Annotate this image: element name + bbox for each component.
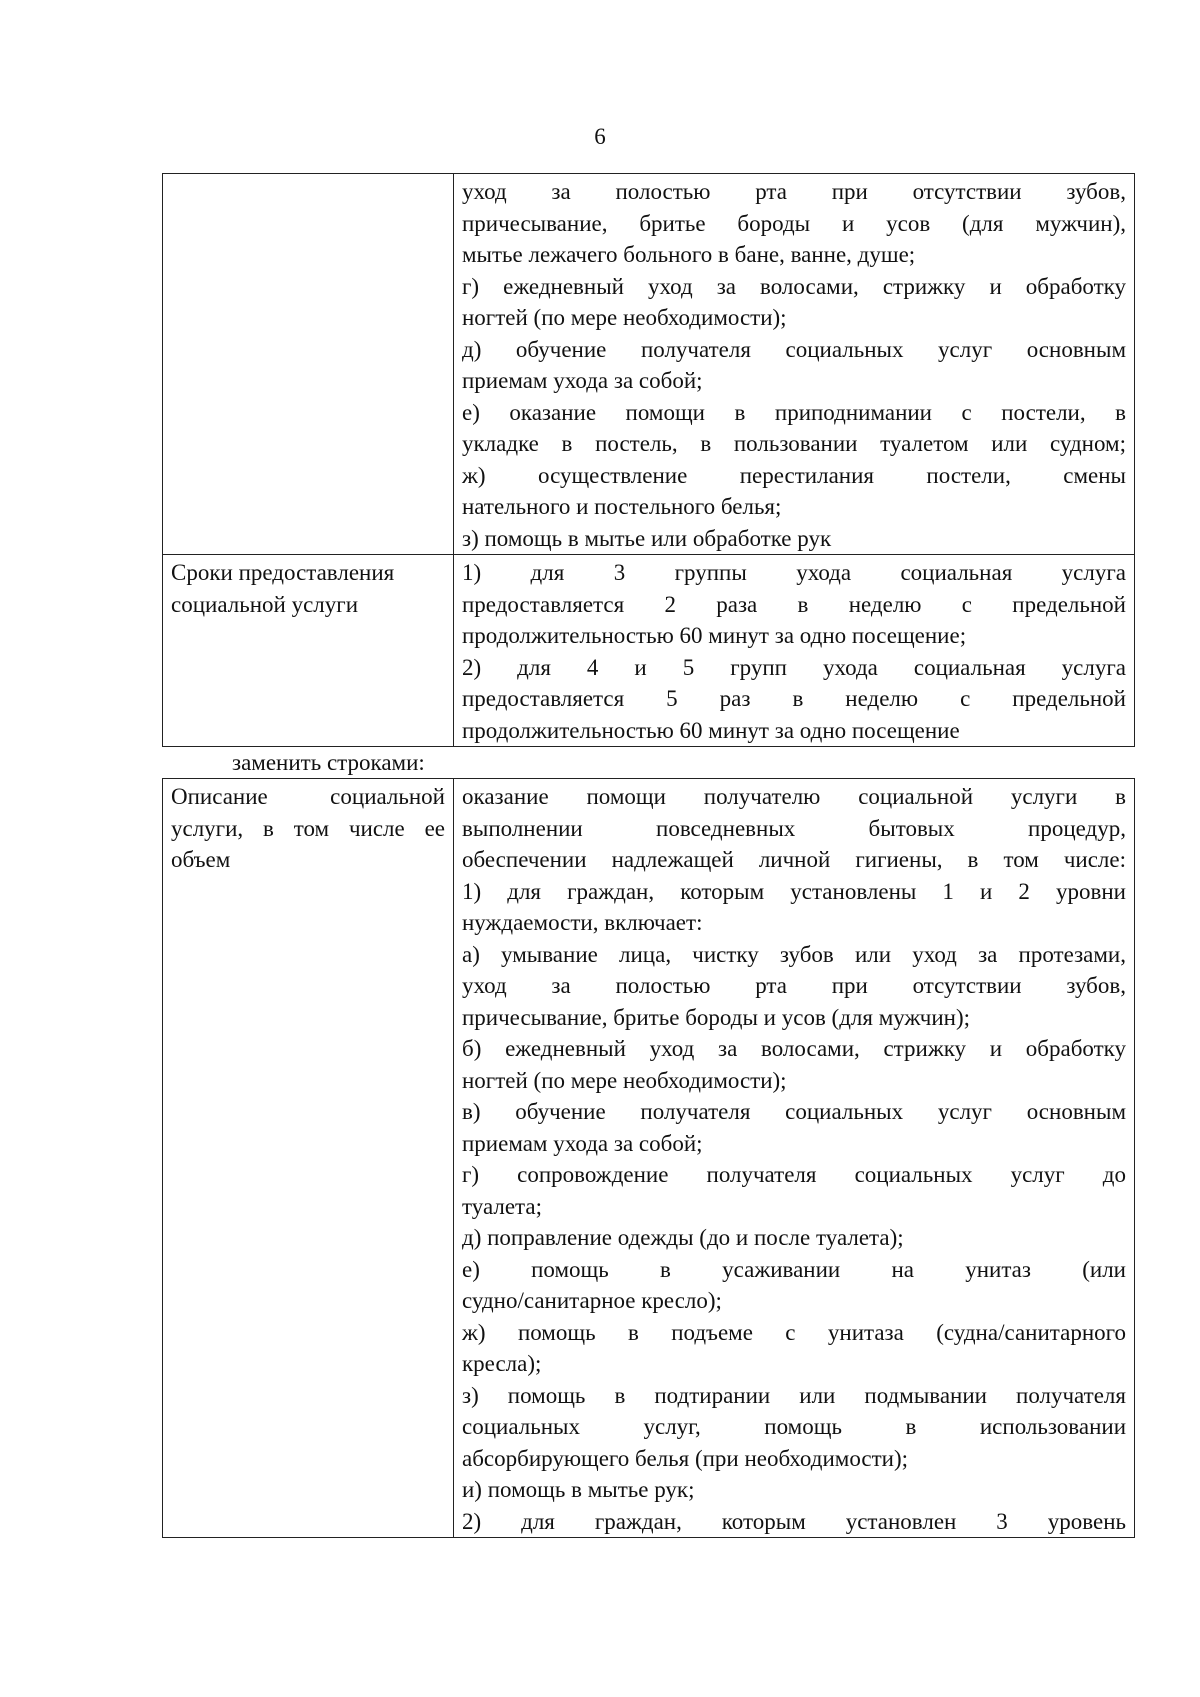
text-line: оказание помощи получателю социальной услуги в bbox=[462, 784, 1126, 809]
text-line: уход за полостью рта при отсутствии зубов, bbox=[462, 179, 1126, 204]
text-line: обеспечении надлежащей личной гигиены, в том числе: bbox=[462, 847, 1126, 872]
table-row bbox=[163, 779, 1135, 1538]
row-label-cell bbox=[163, 174, 454, 555]
row-label-cell bbox=[163, 779, 454, 1538]
text-line: ж) осуществление перестилания постели, смены bbox=[462, 462, 1126, 488]
text-line: предоставляется 2 раза в неделю с предельной bbox=[462, 591, 1126, 617]
text-line: в) обучение получателя социальных услуг основным bbox=[462, 1099, 1126, 1124]
table-row bbox=[163, 555, 1135, 747]
text-line: услуги, в том числе ее bbox=[171, 815, 445, 841]
text-line: мытье лежачего больного в бане, ванне, душе; bbox=[462, 242, 916, 267]
table-replacement-rows bbox=[162, 778, 1135, 1538]
text-line: уход за полостью рта при отсутствии зубов, bbox=[462, 973, 1126, 998]
text-line: з) помощь в подтирании или подмывании получателя bbox=[462, 1382, 1126, 1408]
text-line: д) обучение получателя социальных услуг основным bbox=[462, 336, 1126, 362]
row-content-cell bbox=[454, 779, 1135, 1538]
text-line: а) умывание лица, чистку зубов или уход за протезами, bbox=[462, 941, 1126, 967]
text-line: ж) помощь в подъеме с унитаза (судна/санитарного bbox=[462, 1319, 1126, 1345]
text-line: кресла); bbox=[462, 1351, 542, 1376]
table-previous-rows-body bbox=[163, 174, 1135, 747]
text-line: е) оказание помощи в приподнимании с постели, в bbox=[462, 399, 1126, 425]
page-number: 6 bbox=[594, 124, 606, 149]
text-line: объем bbox=[171, 847, 231, 872]
text-line: социальной услуги bbox=[171, 591, 358, 617]
text-line: г) ежедневный уход за волосами, стрижку и обработку bbox=[462, 273, 1126, 299]
table-replacement-rows-body bbox=[163, 779, 1135, 1538]
row-content-cell bbox=[454, 174, 1135, 555]
text-line: продолжительностью 60 минут за одно посещение; bbox=[462, 623, 967, 648]
text-line: приемам ухода за собой; bbox=[462, 368, 703, 393]
text-line: причесывание, бритье бороды и усов (для мужчин); bbox=[462, 1004, 971, 1030]
row-label-cell bbox=[163, 555, 454, 747]
text-line: 1) для граждан, которым установлены 1 и 2 уровни bbox=[462, 878, 1126, 904]
text-line: и) помощь в мытье рук; bbox=[462, 1477, 695, 1502]
text-line: абсорбирующего белья (при необходимости); bbox=[462, 1445, 909, 1471]
text-line: судно/санитарное кресло); bbox=[462, 1288, 722, 1313]
text-line: продолжительностью 60 минут за одно посещение bbox=[462, 717, 960, 743]
text-line: социальных услуг, помощь в использовании bbox=[462, 1414, 1126, 1439]
text-line: приемам ухода за собой; bbox=[462, 1130, 703, 1156]
text-line: ногтей (по мере необходимости); bbox=[462, 1067, 787, 1093]
row-content-cell bbox=[454, 555, 1135, 747]
text-line: нуждаемости, включает: bbox=[462, 910, 703, 935]
text-line: з) помощь в мытье или обработке рук bbox=[462, 525, 832, 551]
text-line: выполнении повседневных бытовых процедур, bbox=[462, 815, 1126, 841]
text-line: б) ежедневный уход за волосами, стрижку и обработку bbox=[462, 1036, 1126, 1061]
text-line: укладке в постель, в пользовании туалетом или судном; bbox=[462, 431, 1126, 456]
text-line: туалета; bbox=[462, 1193, 542, 1219]
text-line: нательного и постельного белья; bbox=[462, 494, 782, 519]
text-line: 2) для граждан, которым установлен 3 уровень bbox=[462, 1508, 1126, 1534]
text-line: е) помощь в усаживании на унитаз (или bbox=[462, 1256, 1126, 1282]
text-line: Сроки предоставления bbox=[171, 560, 395, 585]
text-line: 2) для 4 и 5 групп ухода социальная услуга bbox=[462, 654, 1126, 680]
table-previous-rows bbox=[162, 173, 1135, 747]
text-line: Описание социальной bbox=[171, 784, 445, 809]
table-row bbox=[163, 174, 1135, 555]
text-line: ногтей (по мере необходимости); bbox=[462, 305, 787, 330]
text-line: д) поправление одежды (до и после туалета); bbox=[462, 1225, 904, 1250]
text-line: предоставляется 5 раз в неделю с предельной bbox=[462, 686, 1126, 711]
text-line: г) сопровождение получателя социальных услуг до bbox=[462, 1162, 1126, 1187]
replace-instruction: заменить строками: bbox=[232, 750, 425, 775]
text-line: 1) для 3 группы ухода социальная услуга bbox=[462, 560, 1126, 585]
text-line: причесывание, бритье бороды и усов (для мужчин), bbox=[462, 210, 1126, 236]
